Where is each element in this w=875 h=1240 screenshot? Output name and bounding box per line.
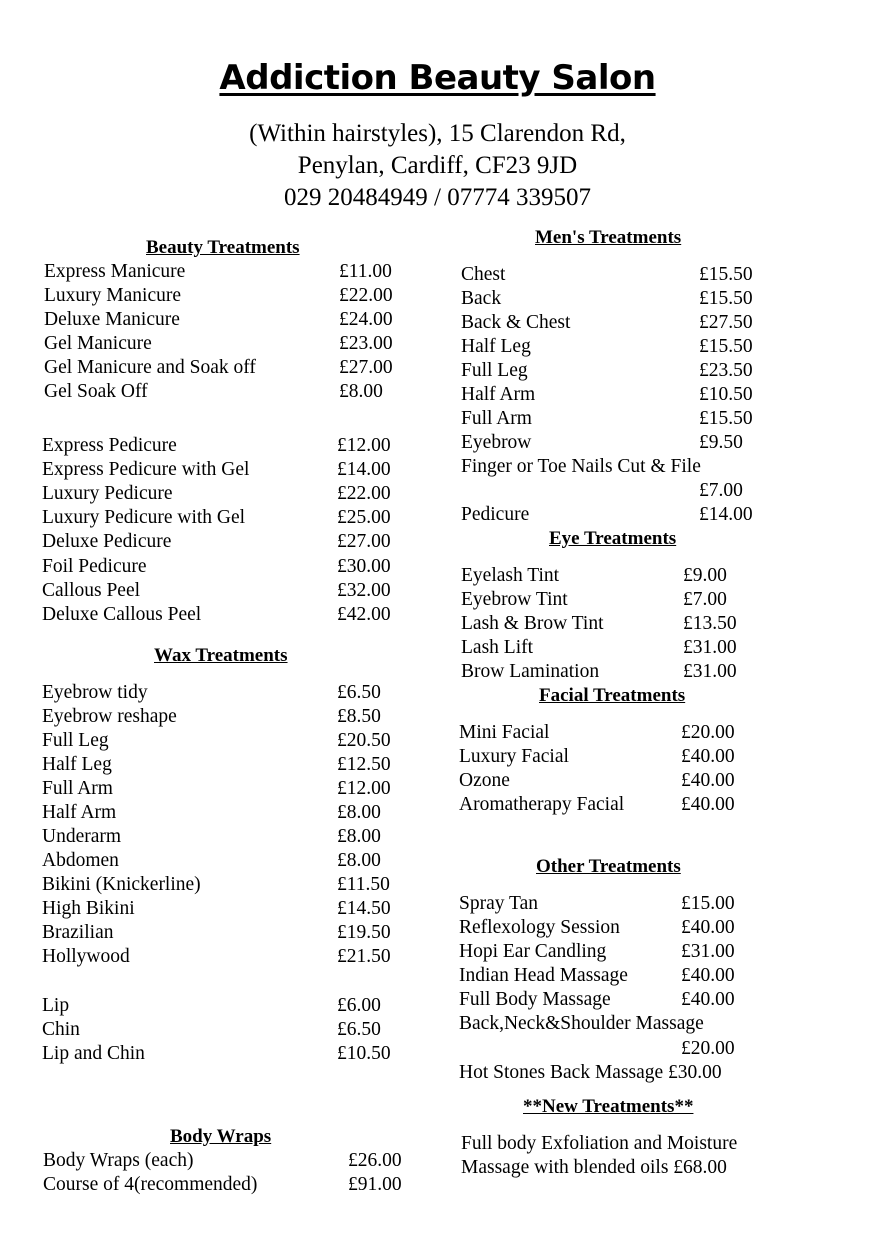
item-price: £14.50 [337,898,391,919]
item-name: Lash Lift [461,637,534,658]
item-name: Eyebrow Tint [461,589,568,610]
item-name: Back & Chest [461,312,571,333]
item-price: £20.00 [681,722,735,743]
item-name: Brazilian [42,922,114,943]
item-name: Chest [461,264,506,285]
price-row [459,1037,759,1061]
price-row [459,769,761,793]
price-row [42,434,417,458]
address-line-1: (Within hairstyles), 15 Clarendon Rd, [249,120,626,147]
item-name: Full body Exfoliation and Moisture [461,1133,738,1154]
item-name: Full Arm [461,408,532,429]
beauty-heading: Beauty Treatments [146,237,300,258]
price-row [461,359,779,383]
item-name: Spray Tan [459,893,538,914]
body-wraps-heading: Body Wraps [170,1126,272,1147]
item-name: Half Leg [42,754,112,775]
price-row [461,407,779,431]
facial-heading: Facial Treatments [539,685,686,706]
item-price: £27.50 [699,312,753,333]
item-price: £7.00 [699,480,743,501]
item-price: £40.00 [681,746,735,767]
item-price: £9.50 [699,432,743,453]
new-treatment-line-2 [461,1156,781,1180]
price-row [42,579,417,603]
price-row [42,921,417,945]
item-name: Reflexology Session [459,917,620,938]
item-name: Chin [42,1019,80,1040]
item-price: £7.00 [683,589,727,610]
item-price: £40.00 [681,770,735,791]
salon-title: Addiction Beauty Salon [219,58,656,98]
item-name: Back [461,288,502,309]
price-row [42,825,417,849]
item-name: Gel Manicure and Soak off [44,357,256,378]
price-row [459,916,761,940]
item-name: Back,Neck&Shoulder Massage [459,1013,704,1034]
item-price: £40.00 [681,965,735,986]
price-row [461,588,763,612]
price-row [42,530,417,554]
item-name: High Bikini [42,898,135,919]
item-name: Full Body Massage [459,989,611,1010]
item-name: Eyebrow [461,432,532,453]
price-row [461,564,763,588]
item-price: £19.50 [337,922,391,943]
item-price: £10.50 [699,384,753,405]
price-row [459,745,761,769]
item-price: £11.00 [339,261,392,282]
item-name: Mini Facial [459,722,550,743]
item-name: Full Leg [42,730,109,751]
item-name: Express Pedicure [42,435,177,456]
price-row [459,964,761,988]
item-name: Finger or Toe Nails Cut & File [461,456,701,477]
item-price: £91.00 [348,1174,402,1195]
item-price: £40.00 [681,917,735,938]
price-row [459,793,761,817]
price-row [43,1149,428,1173]
price-row [42,506,417,530]
price-row [44,356,419,380]
item-price: £15.50 [699,264,753,285]
item-name: Bikini (Knickerline) [42,874,201,895]
item-name: Lip [42,995,70,1016]
item-name: Eyebrow tidy [42,682,148,703]
price-row [42,994,417,1018]
item-name: Deluxe Callous Peel [42,603,202,625]
item-name: Express Pedicure with Gel [42,459,250,481]
item-price: £8.00 [339,381,383,402]
price-row [42,801,417,825]
price-row [42,945,417,969]
item-name: Lip and Chin [42,1043,145,1064]
item-price: £15.00 [681,893,735,914]
price-row [44,260,419,284]
item-price: £40.00 [681,794,735,815]
item-name: Luxury Pedicure with Gel [42,507,246,529]
item-name: Massage with blended oils £68.00 [461,1157,727,1178]
item-name: Foil Pedicure [42,555,147,577]
item-name: Indian Head Massage [459,965,628,986]
price-row [42,849,417,873]
item-price: £26.00 [348,1150,402,1171]
item-price: £8.00 [337,802,381,823]
item-price: £22.00 [337,483,391,505]
price-row [44,308,419,332]
item-name: Full Arm [42,778,113,799]
price-row [42,897,417,921]
item-name: Full Leg [461,360,528,381]
item-price: £40.00 [681,989,735,1010]
item-price: £12.50 [337,754,391,775]
item-price: £23.00 [339,333,393,354]
price-row [42,705,417,729]
item-name: Hollywood [42,946,130,967]
item-name: Luxury Pedicure [42,483,173,505]
item-name: Half Leg [461,336,531,357]
price-row [42,482,417,506]
price-row [42,1042,417,1066]
item-price: £8.50 [337,706,381,727]
price-row [44,380,419,404]
price-row [461,612,763,636]
item-name: Aromatherapy Facial [459,794,625,815]
item-price: £13.50 [683,613,737,634]
price-row [42,729,417,753]
item-name: Hot Stones Back Massage £30.00 [459,1062,722,1083]
price-row [461,660,763,684]
item-price: £42.00 [337,603,391,625]
item-price: £27.00 [337,531,391,553]
price-row [42,777,417,801]
item-name: Gel Soak Off [44,381,148,402]
item-price: £15.50 [699,288,753,309]
price-row [461,335,779,359]
item-name: Eyelash Tint [461,565,560,586]
item-price: £21.50 [337,946,391,967]
price-row [459,721,761,745]
price-row [42,873,417,897]
item-name: Ozone [459,770,510,791]
item-price: £8.00 [337,850,381,871]
item-name: Course of 4(recommended) [43,1174,258,1195]
item-price: £32.00 [337,579,391,601]
item-price: £23.50 [699,360,753,381]
item-price: £31.00 [683,637,737,658]
price-row [42,603,417,627]
price-row [461,503,761,527]
item-price: £27.00 [339,357,393,378]
item-price: £6.50 [337,1019,381,1040]
price-row [459,892,761,916]
item-name: Gel Manicure [44,333,152,354]
price-row [461,479,761,503]
price-row [461,311,779,335]
item-price: £20.50 [337,730,391,751]
item-price: £12.00 [337,778,391,799]
price-row [459,1061,759,1085]
item-price: £20.00 [681,1038,735,1059]
item-price: £15.50 [699,408,753,429]
item-name: Lash & Brow Tint [461,613,604,634]
item-price: £30.00 [337,555,391,577]
item-name: Deluxe Pedicure [42,531,172,553]
item-name: Half Arm [42,802,117,823]
price-row [42,555,417,579]
item-price: £10.50 [337,1043,391,1064]
item-price: £14.00 [699,504,753,525]
item-price: £12.00 [337,435,391,456]
price-row [42,1018,417,1042]
price-row [461,431,779,455]
price-row [461,636,763,660]
eye-heading: Eye Treatments [549,528,677,549]
item-name: Deluxe Manicure [44,309,180,330]
item-price: £9.00 [683,565,727,586]
price-row [42,458,417,482]
price-row [43,1173,428,1197]
item-name: Brow Lamination [461,661,600,682]
item-price: £22.00 [339,285,393,306]
new-treatments-heading: **New Treatments** [523,1096,694,1117]
price-row [461,287,779,311]
item-price: £31.00 [681,941,735,962]
mens-heading: Men's Treatments [535,227,682,248]
item-price: £8.00 [337,826,381,847]
price-row [44,332,419,356]
item-name: Underarm [42,826,122,847]
price-row [459,1012,759,1036]
wax-heading: Wax Treatments [154,645,288,666]
item-name: Eyebrow reshape [42,706,177,727]
item-price: £14.00 [337,459,391,481]
price-row [42,753,417,777]
price-row [461,383,779,407]
price-row [461,455,761,479]
item-price: £11.50 [337,874,390,895]
item-name: Hopi Ear Candling [459,941,607,962]
price-row [44,284,419,308]
address-line-2: Penylan, Cardiff, CF23 9JD [297,152,578,179]
price-row [459,940,761,964]
item-name: Body Wraps (each) [43,1150,194,1171]
item-price: £24.00 [339,309,393,330]
price-row [461,263,779,287]
item-price: £25.00 [337,507,391,529]
item-name: Express Manicure [44,261,186,282]
price-row [459,988,761,1012]
item-price: £31.00 [683,661,737,682]
item-name: Pedicure [461,504,530,525]
item-price: £15.50 [699,336,753,357]
new-treatment-line-1 [461,1132,781,1156]
price-row [42,681,417,705]
other-heading: Other Treatments [536,856,681,877]
phone-numbers: 029 20484949 / 07774 339507 [284,184,591,211]
item-price: £6.00 [337,995,381,1016]
item-name: Half Arm [461,384,536,405]
item-price: £6.50 [337,682,381,703]
item-name: Callous Peel [42,579,141,601]
item-name: Abdomen [42,850,119,871]
item-name: Luxury Manicure [44,285,181,306]
item-name: Luxury Facial [459,746,569,767]
